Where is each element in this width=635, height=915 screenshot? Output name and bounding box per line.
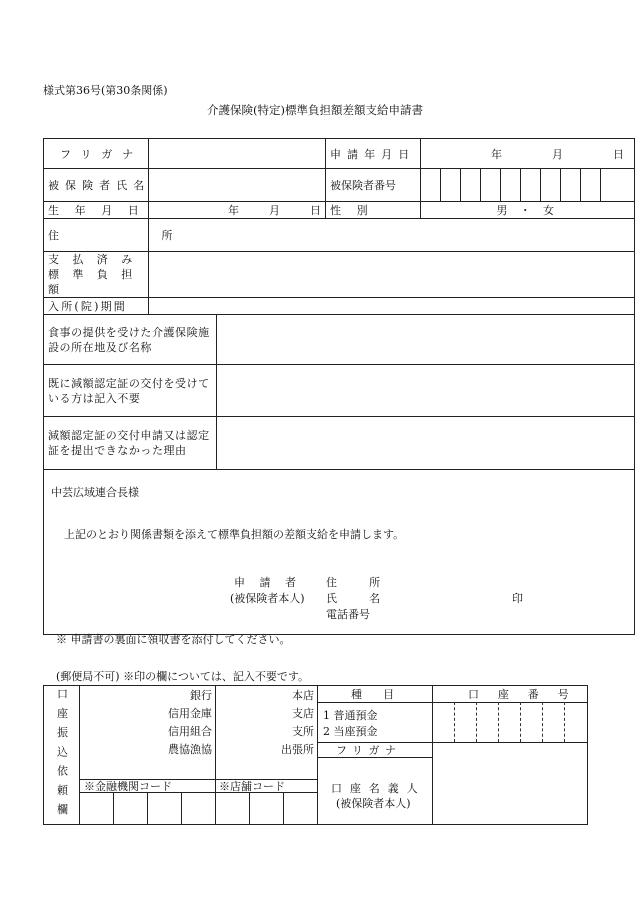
birthdate-label: 生 年 月 日: [44, 202, 149, 219]
furigana-label: フリガナ: [44, 139, 149, 169]
bank-side-label: 口座振込依頼欄: [55, 687, 69, 823]
insured-number-digit[interactable]: [541, 169, 561, 202]
application-date-field[interactable]: 年 月 日: [421, 139, 635, 169]
insured-number-label: 被保険者番号: [326, 169, 421, 202]
applicant-label: 申 請 者: [234, 576, 302, 589]
bank-transfer-table: [43, 685, 588, 825]
form-number: 様式第36号(第30条関係): [43, 84, 168, 97]
insured-number-digit[interactable]: [421, 169, 441, 202]
applicant-note: (被保険者本人): [230, 592, 305, 605]
branch-shisho[interactable]: 支所: [292, 725, 314, 738]
bank-code-label: ※金融機関コード: [84, 780, 172, 793]
applicant-address-label: 住 所: [326, 576, 395, 589]
seal-mark: 印: [512, 592, 523, 605]
birthdate-field[interactable]: 年 月 日: [149, 202, 326, 219]
institution-kumiai[interactable]: 信用組合: [168, 725, 212, 738]
branch-code-label: ※店舗コード: [219, 780, 285, 793]
certificate-field[interactable]: [217, 365, 635, 417]
facility-field[interactable]: [217, 315, 635, 365]
applicant-name-label: 氏 名: [326, 592, 395, 605]
account-number-label: 口 座 番 号: [468, 688, 577, 701]
gender-label: 性 別: [326, 202, 421, 219]
receipt-note: ※ 申請書の裏面に領収書を添付してください。: [56, 633, 291, 646]
declaration-box: [44, 470, 635, 635]
branch-shutchojo[interactable]: 出張所: [281, 743, 314, 756]
stay-period-field[interactable]: [149, 298, 635, 315]
bank-furigana-label: フリガナ: [336, 744, 402, 757]
insured-number-digit[interactable]: [581, 169, 601, 202]
insured-number-digit[interactable]: [481, 169, 501, 202]
reason-field[interactable]: [217, 417, 635, 470]
insured-number-digit[interactable]: [601, 169, 635, 202]
declaration-statement: 上記のとおり関係書類を添えて標準負担額の差額支給を申請します。: [64, 528, 405, 541]
furigana-field[interactable]: [149, 139, 326, 169]
address-label: 住 所: [44, 219, 149, 252]
insured-name-field[interactable]: [149, 169, 326, 202]
application-date-label: 申請年月日: [326, 139, 421, 169]
insured-number-digit[interactable]: [461, 169, 481, 202]
institution-nokyo[interactable]: 農協漁協: [168, 743, 212, 756]
form-title: 介護保険(特定)標準負担額差額支給申請書: [207, 103, 423, 117]
branch-main[interactable]: 本店: [292, 689, 314, 702]
gender-field[interactable]: 男 ・ 女: [421, 202, 635, 219]
reason-label: 減額認定証の交付申請又は認定証を提出できなかった理由: [44, 417, 217, 470]
addressee: 中芸広域連合長様: [51, 486, 139, 499]
applicant-phone-label: 電話番号: [326, 608, 370, 621]
stay-period-label: 入所(院)期間: [44, 298, 149, 315]
paid-burden-label: 支 払 済 み 標 準 負 担 額: [44, 252, 149, 298]
certificate-label: 既に減額認定証の交付を受けている方は記入不要: [44, 365, 217, 417]
insured-number-digit[interactable]: [561, 169, 581, 202]
institution-bank[interactable]: 銀行: [190, 689, 212, 702]
account-type-current[interactable]: 2 当座預金: [323, 725, 378, 738]
application-table: [43, 138, 635, 635]
paid-burden-field[interactable]: [149, 252, 635, 298]
insured-number-digit[interactable]: [441, 169, 461, 202]
branch-shiten[interactable]: 支店: [292, 707, 314, 720]
account-holder-label: 口 座 名 義 人: [331, 782, 420, 795]
insured-number-digit[interactable]: [501, 169, 521, 202]
insured-number-digit[interactable]: [521, 169, 541, 202]
account-type-ordinary[interactable]: 1 普通預金: [323, 709, 378, 722]
account-type-label: 種 目: [351, 688, 403, 701]
facility-label: 食事の提供を受けた介護保険施設の所在地及び名称: [44, 315, 217, 365]
account-holder-note: (被保険者本人): [336, 797, 411, 810]
institution-shinkin[interactable]: 信用金庫: [168, 707, 212, 720]
bank-note: (郵便局不可) ※印の欄については、記入不要です。: [56, 670, 309, 683]
insured-name-label: 被保険者氏名: [44, 169, 149, 202]
